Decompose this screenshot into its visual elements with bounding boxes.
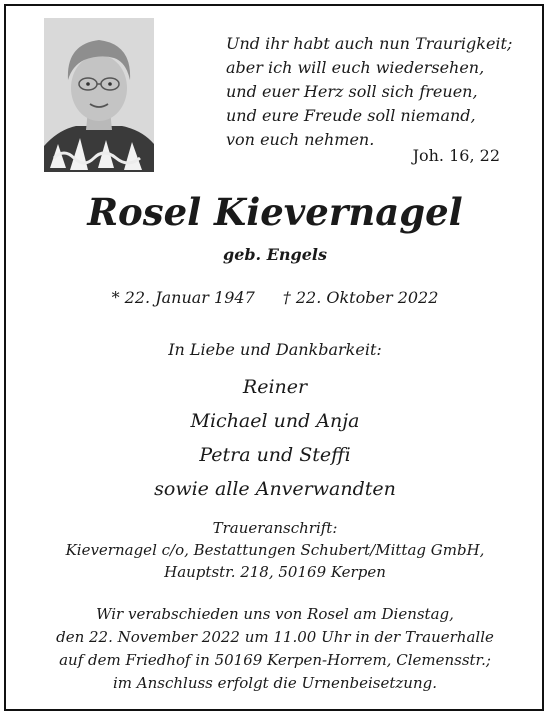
service-line: im Anschluss erfolgt die Urnenbeisetzung. xyxy=(112,674,438,692)
verse-line: Und ihr habt auch nun Traurigkeit; xyxy=(226,34,513,53)
service-line: den 22. November 2022 um 11.00 Uhr in der Trauerhalle xyxy=(56,628,494,646)
birth-date: * 22. Januar 1947 xyxy=(111,288,255,307)
maiden-name: geb. Engels xyxy=(223,245,327,264)
verse-line: von euch nehmen. xyxy=(226,130,375,149)
mourners-list xyxy=(0,370,550,506)
address-label: Traueranschrift: xyxy=(212,519,338,537)
service-details xyxy=(0,603,550,695)
mourner-name: Reiner xyxy=(242,376,308,398)
mourner-name: Petra und Steffi xyxy=(199,444,351,466)
thanks-line: In Liebe und Dankbarkeit: xyxy=(168,340,382,359)
portrait-photo xyxy=(44,18,154,172)
bible-verse xyxy=(226,32,526,152)
deceased-name: Rosel Kievernagel xyxy=(87,190,463,234)
life-dates xyxy=(0,286,550,310)
mourner-name: Michael und Anja xyxy=(190,410,360,432)
mourning-address xyxy=(0,517,550,583)
verse-reference: Joh. 16, 22 xyxy=(412,146,500,165)
service-line: Wir verabschieden uns von Rosel am Dienstag, xyxy=(96,605,454,623)
address-line: Hauptstr. 218, 50169 Kerpen xyxy=(164,563,386,581)
address-line: Kievernagel c/o, Bestattungen Schubert/Mittag GmbH, xyxy=(65,541,485,559)
service-line: auf dem Friedhof in 50169 Kerpen-Horrem, Clemensstr.; xyxy=(59,651,491,669)
death-date: † 22. Oktober 2022 xyxy=(282,288,439,307)
verse-line: aber ich will euch wiedersehen, xyxy=(226,58,485,77)
mourner-name: sowie alle Anverwandten xyxy=(154,478,396,500)
verse-line: und euer Herz soll sich freuen, xyxy=(226,82,478,101)
verse-line: und eure Freude soll niemand, xyxy=(226,106,476,125)
